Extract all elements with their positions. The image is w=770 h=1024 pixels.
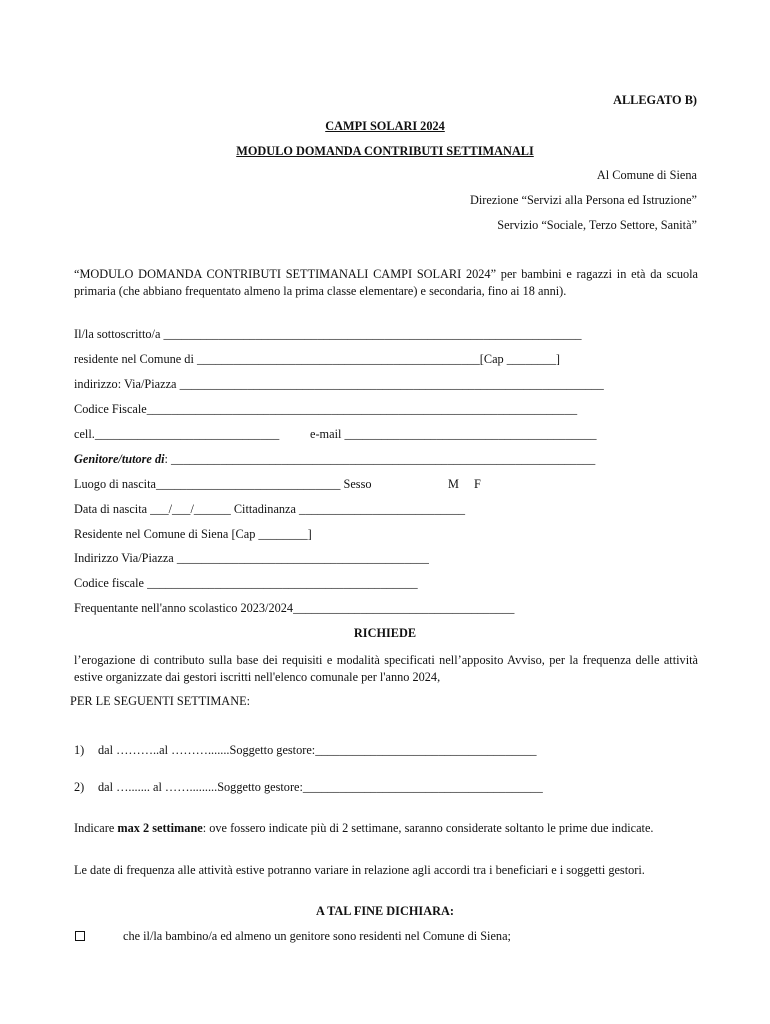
genitore-tutore-label: Genitore/tutore di <box>74 452 165 466</box>
field-genitore-tutore[interactable] <box>74 452 595 467</box>
week-2-field[interactable]: dal …....... al …….........Soggetto gestore:_______________________________________ <box>98 780 543 794</box>
field-sottoscritto[interactable]: Il/la sottoscritto/a ____________________________________________________________________ <box>74 327 582 341</box>
residence-checkbox[interactable] <box>75 931 85 941</box>
intro-paragraph: “MODULO DOMANDA CONTRIBUTI SETTIMANALI CAMPI SOLARI 2024” per bambini e ragazzi in età da scuola primaria (che abbiano frequentato almeno la prima classe elementare) e secondaria, fino ai 18 anni). <box>74 267 698 298</box>
field-frequentante[interactable]: Frequentante nell'anno scolastico 2023/2024____________________________________ <box>74 601 515 615</box>
dichiara-item-residenza: che il/la bambino/a ed almeno un genitore sono residenti nel Comune di Siena; <box>123 929 511 943</box>
option-sesso-m[interactable]: M <box>448 477 459 491</box>
field-indirizzo[interactable]: indirizzo: Via/Piazza _____________________________________________________________________ <box>74 377 604 391</box>
richiede-text: l’erogazione di contributo sulla base dei requisiti e modalità specificati nell’apposito Avviso, per la frequenza delle attività estive organizzate dai gestori iscritti nell'elenco comunale per l'anno 2024, <box>74 653 698 684</box>
richiede-heading: RICHIEDE <box>353 626 417 640</box>
field-residente-siena[interactable]: Residente nel Comune di Siena [Cap ________] <box>74 527 312 541</box>
title-modulo-domanda: MODULO DOMANDA CONTRIBUTI SETTIMANALI <box>236 144 534 158</box>
field-codice-fiscale[interactable]: Codice Fiscale______________________________________________________________________ <box>74 402 578 416</box>
indicare-rest: : ove fossero indicate più di 2 settimane, saranno considerate soltanto le prime due indicate. <box>202 821 654 835</box>
field-residente-comune[interactable]: residente nel Comune di ______________________________________________[Cap ________] <box>74 352 561 366</box>
dichiara-heading: A TAL FINE DICHIARA: <box>316 904 454 918</box>
genitore-tutore-line: : _____________________________________________________________________ <box>164 452 596 466</box>
field-cell[interactable]: cell.______________________________ <box>74 427 280 441</box>
addressee-servizio: Servizio “Sociale, Terzo Settore, Sanità” <box>497 218 697 232</box>
allegato-label: ALLEGATO B) <box>613 93 697 107</box>
title-campi-solari: CAMPI SOLARI 2024 <box>325 119 445 133</box>
field-data-nascita[interactable]: Data di nascita ___/___/______ Cittadinanza ___________________________ <box>74 502 466 516</box>
date-frequenza-note: Le date di frequenza alle attività estive potranno variare in relazione agli accordi tra i beneficiari e i soggetti gestori. <box>74 863 645 877</box>
week-2-number: 2) <box>74 780 85 794</box>
field-luogo-nascita[interactable]: Luogo di nascita______________________________ Sesso <box>74 477 372 491</box>
addressee-comune: Al Comune di Siena <box>596 168 697 182</box>
field-codice-fiscale-figlio[interactable]: Codice fiscale ____________________________________________ <box>74 576 418 590</box>
week-1-field[interactable]: dal ………..al ……….......Soggetto gestore:____________________________________ <box>98 743 537 757</box>
settimane-label: PER LE SEGUENTI SETTIMANE: <box>70 694 250 708</box>
field-email[interactable]: e-mail _________________________________________ <box>310 427 597 441</box>
indicare-note <box>74 820 698 837</box>
week-1-number: 1) <box>74 743 85 757</box>
indicare-max: max 2 settimane <box>117 821 203 835</box>
addressee-direzione: Direzione “Servizi alla Persona ed Istruzione” <box>469 193 697 207</box>
indicare-prefix: Indicare <box>74 821 118 835</box>
field-indirizzo-via[interactable]: Indirizzo Via/Piazza _________________________________________ <box>74 551 429 565</box>
option-sesso-f[interactable]: F <box>474 477 481 491</box>
